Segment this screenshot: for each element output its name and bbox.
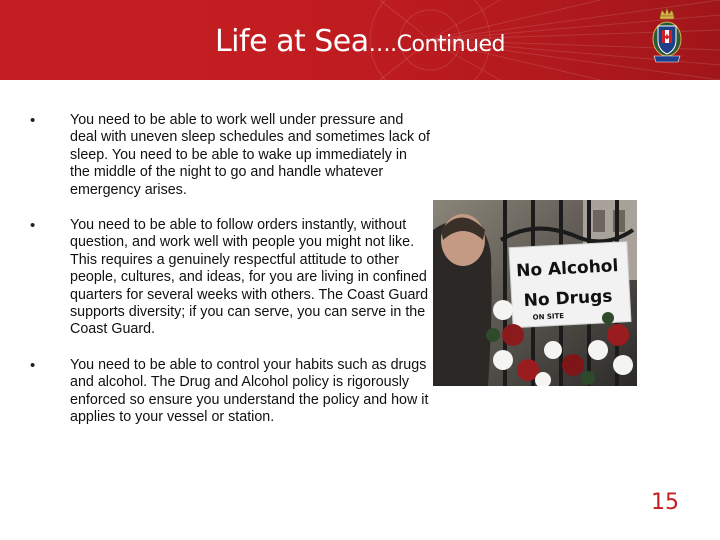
bullet-text: You need to be able to control your habits such as drugs and alcohol. The Drug and Alcohol policy is rigorously enforced so ensure you understand the policy and how it applies to your vessel or station. — [70, 356, 429, 426]
sign-line-2: No Drugs — [523, 286, 613, 312]
coast-guard-crest-icon — [651, 6, 683, 66]
sign-line-3: ON SITE — [532, 311, 565, 322]
slide-title — [0, 24, 720, 59]
title-suffix: ….Continued — [368, 32, 506, 57]
bullet-item — [30, 217, 430, 339]
bullet-marker: • — [30, 217, 36, 235]
bullet-marker: • — [30, 356, 36, 374]
slide-header — [0, 0, 720, 80]
bullet-item — [30, 357, 430, 427]
bullet-text: You need to be able to work well under pressure and deal with uneven sleep schedules and sometimes lack of sleep. You need to be able to wake up immediately in the middle of the night to go and handle whatever emergency arises. — [70, 112, 431, 198]
no-alcohol-no-drugs-photo — [433, 200, 637, 386]
bullet-marker: • — [30, 112, 36, 129]
bullet-text: You need to be able to follow orders instantly, without question, and work well with people you might not like. This requires a genuinely respectful attitude to other people, cultures, and ideas, for you are living in confined quarters for several weeks with others. The Coast Guard supports diversity; if you can serve, you can serve in the Coast Guard. — [70, 217, 429, 338]
bullet-item — [30, 112, 430, 199]
bullet-list — [30, 112, 430, 445]
title-main: Life at Sea — [214, 24, 369, 59]
page-number: 15 — [651, 490, 679, 515]
sign-line-1: No Alcohol — [515, 256, 619, 282]
